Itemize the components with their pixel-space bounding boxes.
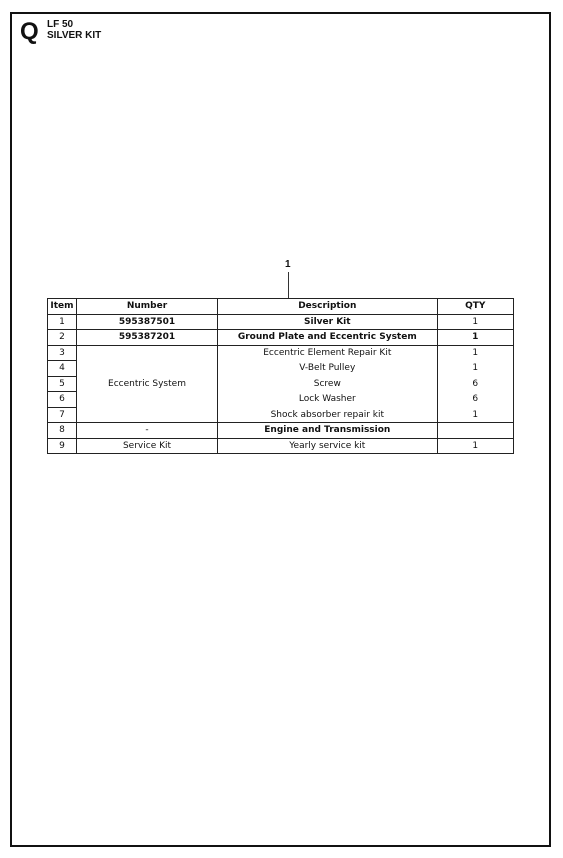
cell-group-number: Eccentric System bbox=[76, 345, 217, 423]
cell-qty: 6 bbox=[437, 392, 513, 408]
page-header bbox=[47, 19, 101, 41]
cell-qty: 1 bbox=[437, 361, 513, 377]
table-row bbox=[48, 438, 514, 454]
cell-number: 595387201 bbox=[76, 330, 217, 346]
cell-description: Lock Washer bbox=[218, 392, 437, 408]
cell-item: 5 bbox=[48, 376, 77, 392]
cell-description: Eccentric Element Repair Kit bbox=[218, 345, 437, 361]
cell-qty: 1 bbox=[437, 407, 513, 423]
cell-qty bbox=[437, 423, 513, 439]
cell-qty: 1 bbox=[437, 330, 513, 346]
cell-item: 3 bbox=[48, 345, 77, 361]
cell-item: 7 bbox=[48, 407, 77, 423]
cell-description: Ground Plate and Eccentric System bbox=[218, 330, 437, 346]
brand-logo: Q bbox=[20, 18, 39, 45]
model-name: LF 50 bbox=[47, 19, 74, 30]
cell-item: 4 bbox=[48, 361, 77, 377]
header-qty: QTY bbox=[437, 299, 513, 315]
cell-number: - bbox=[76, 423, 217, 439]
cell-qty: 1 bbox=[437, 314, 513, 330]
cell-number: 595387501 bbox=[76, 314, 217, 330]
cell-description: V-Belt Pulley bbox=[218, 361, 437, 377]
table-row bbox=[48, 314, 514, 330]
cell-item: 1 bbox=[48, 314, 77, 330]
cell-description: Yearly service kit bbox=[218, 438, 437, 454]
table-row bbox=[48, 345, 514, 361]
cell-qty: 1 bbox=[437, 345, 513, 361]
cell-description: Engine and Transmission bbox=[218, 423, 437, 439]
table-row bbox=[48, 423, 514, 439]
header-description: Description bbox=[218, 299, 437, 315]
cell-qty: 6 bbox=[437, 376, 513, 392]
cell-description: Silver Kit bbox=[218, 314, 437, 330]
callout-leader-line bbox=[288, 272, 289, 298]
cell-item: 2 bbox=[48, 330, 77, 346]
cell-qty: 1 bbox=[437, 438, 513, 454]
cell-item: 8 bbox=[48, 423, 77, 439]
cell-description: Screw bbox=[218, 376, 437, 392]
callout-number: 1 bbox=[285, 259, 291, 270]
table-header-row bbox=[48, 299, 514, 315]
cell-item: 9 bbox=[48, 438, 77, 454]
header-item: Item bbox=[48, 299, 77, 315]
cell-number: Service Kit bbox=[76, 438, 217, 454]
cell-description: Shock absorber repair kit bbox=[218, 407, 437, 423]
parts-table bbox=[47, 298, 514, 454]
table-row bbox=[48, 330, 514, 346]
cell-item: 6 bbox=[48, 392, 77, 408]
header-number: Number bbox=[76, 299, 217, 315]
kit-name: SILVER KIT bbox=[47, 30, 102, 41]
